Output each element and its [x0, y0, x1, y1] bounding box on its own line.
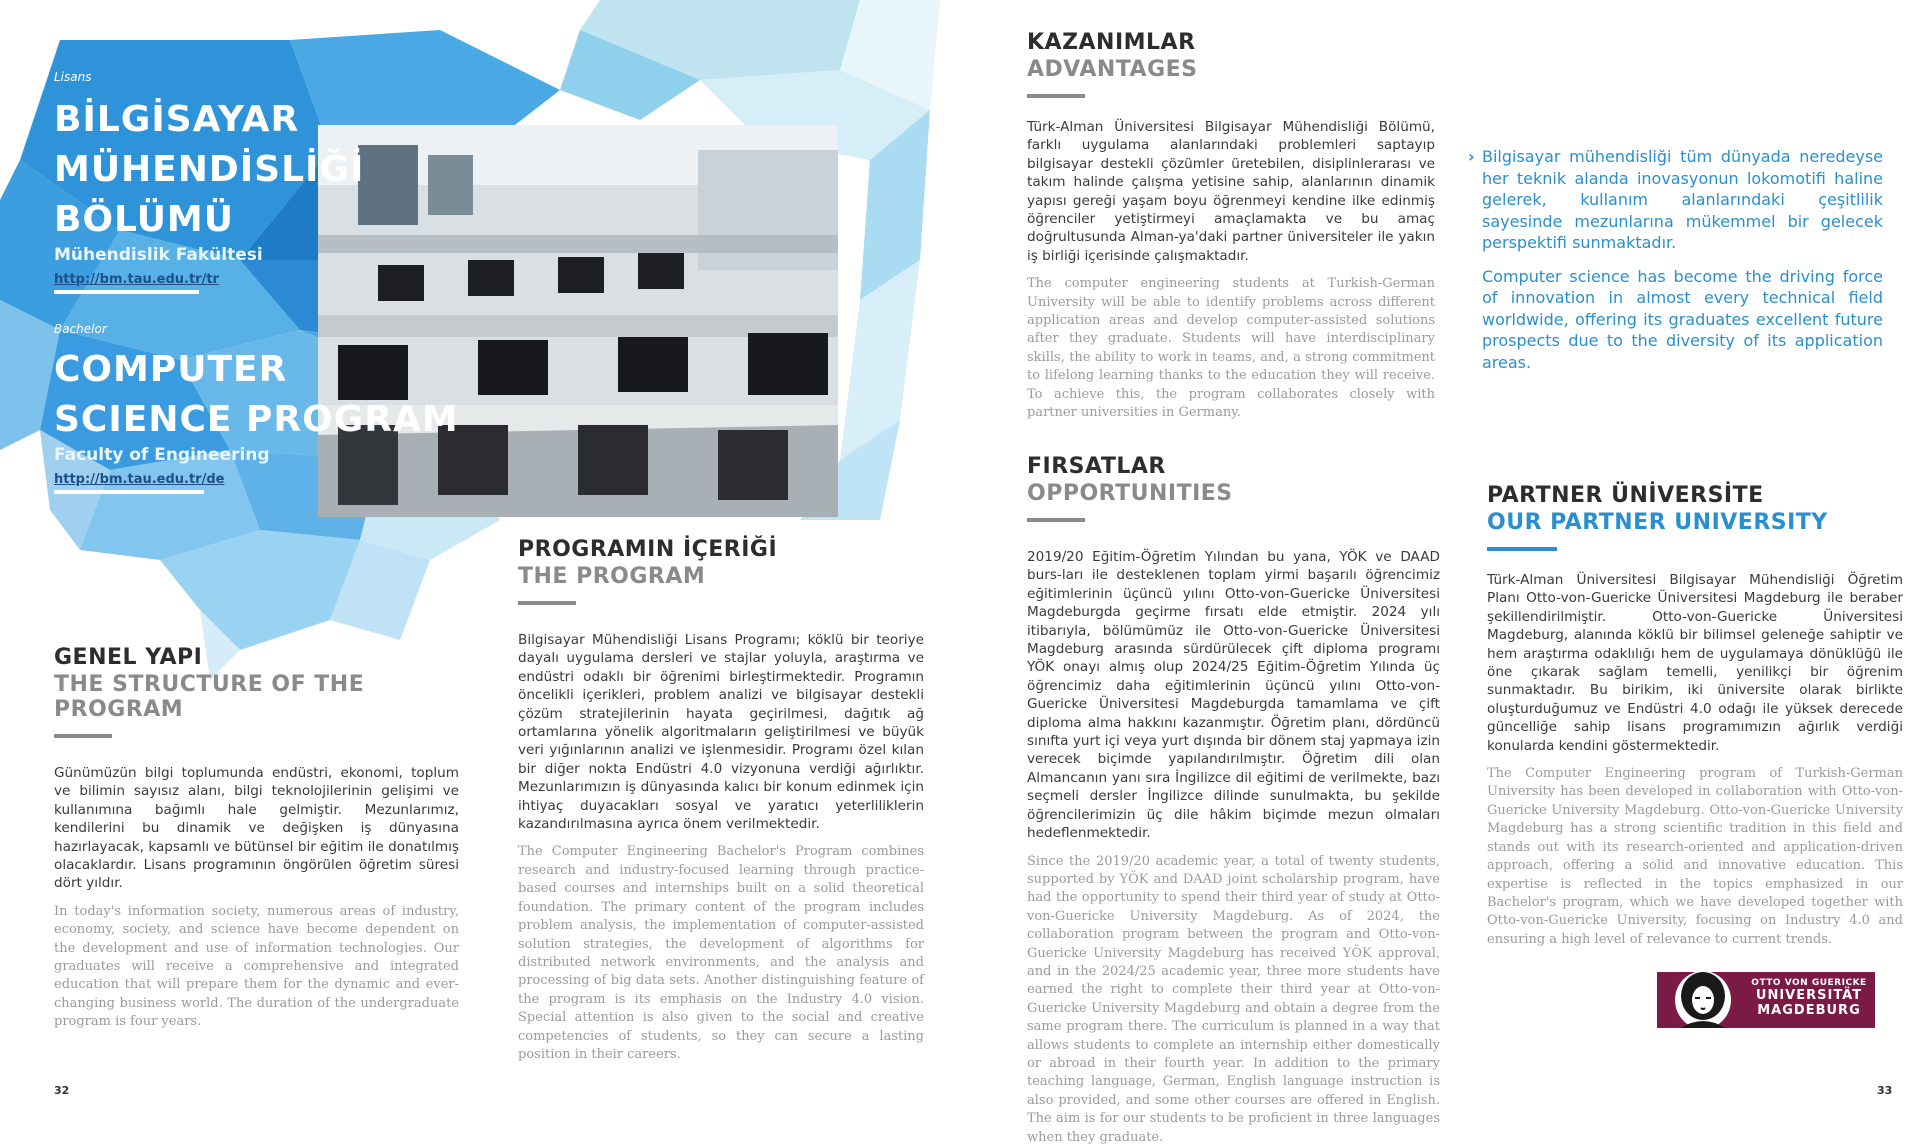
program-title-en: THE PROGRAM: [518, 564, 924, 589]
opportunities-text-tr: 2019/20 Eğitim-Öğretim Yılından bu yana, YÖK ve DAAD burs-ları ile desteklenen toplam yirmi başarılı öğrencimiz eğitimlerinin üçüncü yılını Otto-von-Guericke Üniversitesi Magdeburgda geçirme fırsatı elde etmiştir. 2024 yılı itibarıyla, bölümümüz ile Otto-von-Guericke Üniversitesi Magdeburg arasında sürdürülecek çift diploma programı YÖK onayı almış olup 2024/25 Eğitim-Öğretim Yılında üç öğrencimiz daha eğitimlerinin üçüncü yılını Otto-von-Guericke Üniversitesi Magdeburgda tamamlama ve çift diploma alma hakkını kazanmıştır. Öğretim planı, dördüncü sınıfta yurt içi veya yurt dışında bir dönem staj yapmaya izin verecek biçimde yapılandırılmıştır. Öğretim dili olan Almancanın yanı sıra İngilizce dil eğitimi de verilmekte, bazı seçmeli dersler İngilizce dilinde sunulmakta, bu şekilde öğrencilerimizin üç dile hâkim biçimde mezun olmaları hedeflenmektedir.: [1027, 548, 1440, 843]
structure-text-tr: Günümüzün bilgi toplumunda endüstri, ekonomi, toplum ve bilimin sayısız alanı, bilgi teknolojilerinin gelişimi ve kullanımına bağımlı hale gelmiştir. Mezunlarımız, kendilerini bu dinamik ve değişken iş dünyasına hazırlayacak, kapsamlı ve bütünsel bir eğitim ile donatılmış olacaklardır. Lisans programının öngörülen öğretim süresi dört yıldır.: [54, 764, 459, 893]
opportunities-title-tr: FIRSATLAR: [1027, 454, 1440, 479]
partner-text-en: The Computer Engineering program of Turkish-German University has been developed in collaboration with Otto-von-Guericke University Magdeburg. Otto-von-Guericke University Magdeburg has a strong scientific tradition in this field and stands out with its research-oriented and application-driven approach, offering a solid and innovative education. This expertise is reflected in the topics emphasized in our Bachelor's program, which we have developed together with Otto-von-Guericke University, focusing on Industry 4.0 and ensuring a high level of relevance to current trends.: [1487, 765, 1903, 949]
structure-text-en: In today's information society, numerous areas of industry, economy, society, and science have become dependent on the development and use of information technologies. Our graduates will receive a comprehensive and integrated education that will prepare them for the dynamic and ever-changing business world. The duration of the undergraduate program is four years.: [54, 903, 459, 1032]
advantages-section: [1027, 30, 1435, 423]
advantages-divider: [1027, 94, 1085, 98]
ovgu-logo: [1657, 972, 1875, 1028]
partner-section: [1487, 483, 1903, 949]
logo-line-3: MAGDEBURG: [1749, 1004, 1869, 1018]
tr-url-underline: [54, 290, 199, 294]
structure-divider: [54, 734, 112, 738]
program-title-tr: PROGRAMIN İÇERİĞİ: [518, 537, 924, 562]
opportunities-title-en: OPPORTUNITIES: [1027, 481, 1440, 506]
program-divider: [518, 601, 576, 605]
partner-title-tr: PARTNER ÜNİVERSİTE: [1487, 483, 1903, 508]
en-url-underline: [54, 490, 204, 494]
tr-title-line-2: MÜHENDİSLİĞİ: [54, 145, 364, 195]
tr-title-line-3: BÖLÜMÜ: [54, 195, 364, 245]
en-url-link[interactable]: http://bm.tau.edu.tr/de: [54, 472, 224, 487]
quote-chevron-icon: ›: [1468, 146, 1482, 254]
tr-url-link[interactable]: http://bm.tau.edu.tr/tr: [54, 272, 219, 287]
computer-lab-image: [318, 125, 838, 517]
quote-block: [1468, 146, 1883, 373]
classroom-photo: [318, 125, 838, 517]
structure-title-tr: GENEL YAPI: [54, 645, 459, 670]
guericke-portrait-icon: [1671, 970, 1735, 1030]
en-title-line-1: COMPUTER: [54, 345, 459, 395]
en-degree-label: Bachelor: [54, 322, 107, 336]
en-title-line-2: SCIENCE PROGRAM: [54, 395, 459, 445]
tr-degree-label: Lisans: [54, 70, 91, 84]
partner-divider: [1487, 547, 1557, 551]
opportunities-text-en: Since the 2019/20 academic year, a total of twenty students, supported by YÖK and DAAD joint scholarship program, have had the opportunity to spend their third year of study at Otto-von-Guericke University Magdeburg. As of 2024, the collaboration program between the program and Otto-von-Guericke University Magdeburg has received YÖK approval, and in the 2024/25 academic year, three more students have earned the right to complete their third year at Otto-von-Guericke University Magdeburg and obtain a degree from the same program there. The curriculum is planned in a way that allows students to complete an internship either domestically or abroad in their fourth year. In addition to the primary teaching language, German, English language instruction is also provided, and some other courses are offered in English. The aim is for our students to be proficient in three languages when they graduate.: [1027, 853, 1440, 1147]
page-number-left: 32: [54, 1084, 69, 1097]
logo-line-1: OTTO VON GUERICKE: [1749, 978, 1869, 988]
tr-title-line-1: BİLGİSAYAR: [54, 95, 364, 145]
advantages-text-tr: Türk-Alman Üniversitesi Bilgisayar Mühendisliği Bölümü, farklı uygulama alanlarındaki problemleri saptayıp bilgisayar destekli çözümler üretebilen, disiplinlerarası ve takım halinde çalışma yetisine sahip, alanlarının dinamik yapısı gereği yaşam boyu öğrenmeyi kendine ilke edinmiş öğrenciler yetiştirmeyi amaçlamakta ve bu amaç doğrultusunda Alman-ya'daki partner üniversiteler ile yakın iş birliği içerisinde çalışmaktadır.: [1027, 118, 1435, 265]
en-faculty: Faculty of Engineering: [54, 445, 270, 465]
tr-program-title: [54, 95, 364, 245]
page-number-right: 33: [1877, 1084, 1892, 1097]
advantages-title-en: ADVANTAGES: [1027, 57, 1435, 82]
partner-text-tr: Türk-Alman Üniversitesi Bilgisayar Mühendisliği Öğretim Planı Otto-von-Guericke Üniversitesi Magdeburg ile beraber şekillendirilmiştir. Otto-von-Guericke Üniversitesi Magdeburg, alanında köklü bir bilimsel geleneğe sahiptir ve hem araştırma odaklılığı hem de uygulamaya dönüklüğü ile öne çıkarak sağlam temelli, yenilikçi bir öğrenim sunmaktadır. Bu birikim, iki üniversite olarak birlikte oluşturduğumuz ve Endüstri 4.0 odağı ile yüksek derecede güncelliğe sahip lisans programımızın ağırlık verdiği konularda kendini göstermektedir.: [1487, 571, 1903, 755]
structure-section: [54, 645, 459, 1032]
logo-text: [1749, 978, 1869, 1018]
advantages-title-tr: KAZANIMLAR: [1027, 30, 1435, 55]
opportunities-section: [1027, 454, 1440, 1147]
logo-line-2: UNIVERSITÄT: [1749, 988, 1869, 1004]
partner-title-en: OUR PARTNER UNIVERSITY: [1487, 510, 1903, 535]
structure-title-en: THE STRUCTURE OF THE PROGRAM: [54, 672, 459, 722]
program-text-en: The Computer Engineering Bachelor's Program combines research and industry-focused learning through practice-based courses and internships built on a solid theoretical foundation. The primary content of the program includes problem analysis, the implementation of computer-assisted solution strategies, the development of algorithms for distributed network environments, and the analysis and processing of big data sets. Another distinguishing feature of the program is its emphasis on the Industry 4.0 vision. Special attention is also given to the social and creative competencies of students, so they can secure a lasting position in their careers.: [518, 843, 924, 1064]
program-text-tr: Bilgisayar Mühendisliği Lisans Programı; köklü bir teoriye dayalı uygulama dersleri ve stajlar yoluyla, araştırma ve endüstri odaklı bir öğrenimi birleştirmektedir. Programın öncelikli içerikleri, problem analizi ve bilgisayar destekli çözüm stratejilerinin hayata geçirilmesi, dağıtık ağ ortamlarına yönelik algoritmaların geliştirilmesi ve büyük veri yığınlarının analizi ve işlenmesidir. Programı özel kılan bir diğer nokta Endüstri 4.0 vizyonuna verdiği ağırlıktır. Mezunlarımızın iş dünyasında kalıcı bir konum edinmek için ihtiyaç duyacakları sosyal ve yaratıcı yeterliliklerin kazandırılmasına ayrıca önem verilmektedir.: [518, 631, 924, 833]
quote-text-tr: Bilgisayar mühendisliği tüm dünyada neredeyse her teknik alanda inovasyonun lokomotifi haline gelerek, kullanım alanlarındaki çeşitlilik sayesinde mezunlarına mükemmel bir gelecek perspektifi sunmaktadır.: [1482, 146, 1883, 254]
en-program-title: [54, 345, 459, 445]
advantages-text-en: The computer engineering students at Turkish-German University will be able to identify problems across different application areas and develop computer-assisted solutions after they graduate. Students will have interdisciplinary skills, the ability to work in teams, and, a strong commitment to lifelong learning thanks to the education they will receive. To achieve this, the program collaborates closely with partner universities in Germany.: [1027, 275, 1435, 422]
quote-text-en: Computer science has become the driving force of innovation in almost every technical field worldwide, offering its graduates excellent future prospects due to the diversity of its application areas.: [1482, 266, 1883, 374]
tr-faculty: Mühendislik Fakültesi: [54, 245, 263, 265]
program-section: [518, 537, 924, 1064]
opportunities-divider: [1027, 518, 1085, 522]
